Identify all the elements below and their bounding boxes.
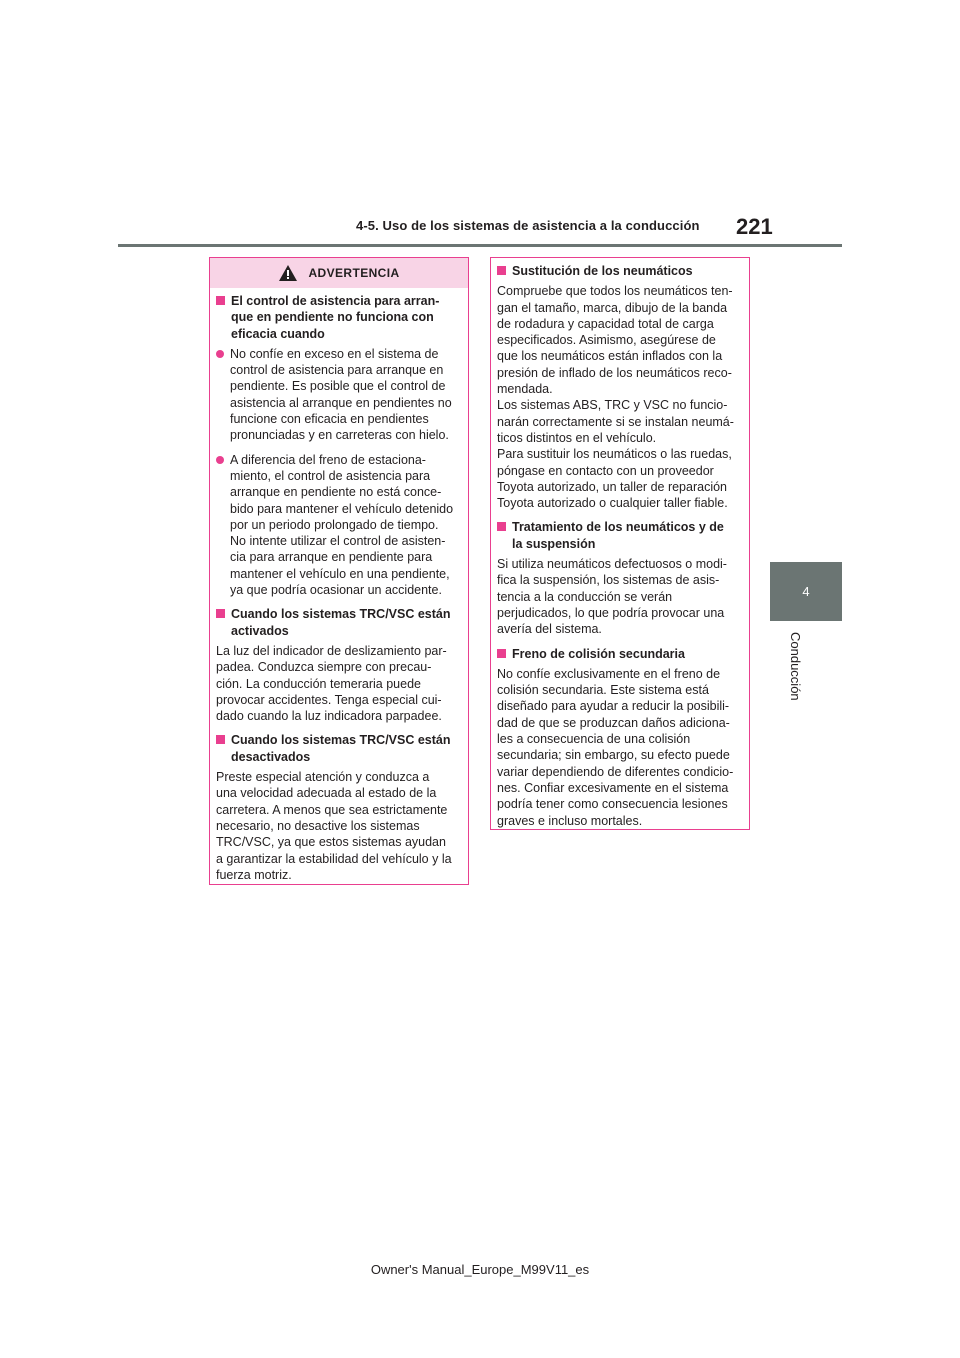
square-bullet-icon [497, 266, 506, 275]
header-divider [118, 244, 842, 247]
square-bullet-icon [216, 609, 225, 618]
square-bullet-icon [497, 522, 506, 531]
square-bullet-icon [497, 649, 506, 658]
list-item [216, 346, 458, 444]
bullet-text: No confíe en exceso en el sistema de control de asistencia para arranque en pendiente. Es posible que el control de asistencia al arranque en pendientes no funcione con eficacia en pendientes pronunciadas y en carreteras con hielo. [230, 346, 452, 443]
section-heading: Tratamiento de los neumáticos y de la suspensión [512, 520, 724, 551]
warning-section [216, 732, 458, 883]
square-bullet-icon [216, 296, 225, 305]
page-number: 221 [736, 214, 773, 239]
section-heading: Cuando los sistemas TRC/VSC están desactivados [231, 733, 451, 764]
warning-section [497, 519, 739, 637]
warning-section [497, 263, 739, 511]
section-title: 4-5. Uso de los sistemas de asistencia a la conducción [356, 218, 700, 233]
chapter-number: 4 [802, 584, 810, 599]
warning-box-left [209, 257, 469, 885]
section-text: La luz del indicador de deslizamiento par- padea. Conduzca siempre con precau- ción. La conducción temeraria puede provocar accidentes. Tenga especial cui- dado cuando la luz indicadora parpadee. [216, 643, 447, 724]
warning-title: ADVERTENCIA [308, 265, 400, 280]
chapter-tab[interactable] [770, 562, 842, 621]
section-text: No confíe exclusivamente en el freno de colisión secundaria. Este sistema está diseñado para ayudar a reducir la posibili- dad de que se produzcan daños adiciona- les a consecuencia de una colisión secundaria; sin embargo, su efecto puede variar dependiendo de diferentes condicio- nes. Confiar excesivamente en el sistema podría tener como consecuencia lesiones graves e incluso mortales. [497, 666, 734, 828]
warning-section [497, 646, 739, 829]
square-bullet-icon [216, 735, 225, 744]
section-heading: El control de asistencia para arran- que en pendiente no funciona con eficacia cuando [231, 294, 440, 341]
section-text: Si utiliza neumáticos defectuosos o modi- fica la suspensión, los sistemas de asis- tencia a la conducción se verán perjudicados, lo que podría provocar una avería del sistema. [497, 557, 727, 637]
circle-bullet-icon [216, 456, 224, 464]
bullet-text: A diferencia del freno de estaciona- miento, el control de asistencia para arranque en pendiente no está conce- bido para mantener el vehículo detenido por un periodo prolongado de tiempo. No intente utilizar el control de asisten- cia para arranque en pendiente para mantener el vehículo en una pendiente, ya que podría ocasionar un accidente. [230, 452, 454, 598]
chapter-label: Conducción [788, 632, 803, 701]
warning-box-right [490, 257, 750, 830]
warning-triangle-icon [278, 264, 298, 282]
warning-section [216, 606, 458, 724]
section-text: Compruebe que todos los neumáticos ten- gan el tamaño, marca, dibujo de la banda de rodadura y capacidad total de carga especificados. Asimismo, asegúrese de que los neumáticos están inflados con la presión de inflado de los neumáticos reco- mendada. Los sistemas ABS, TRC y VSC no funcio- narán correctamente si se instalan neumá- ticos distintos en el vehículo. Para sustituir los neumáticos o las ruedas, póngase en contacto con un proveedor Toyota autorizado, un taller de reparación Toyota autorizado o cualquier taller fiable. [497, 284, 734, 511]
section-text: Preste especial atención y conduzca a una velocidad adecuada al estado de la carretera. A menos que sea estrictamente necesario, no desactive los sistemas TRC/VSC, ya que estos sistemas ayudan a garantizar la estabilidad del vehículo y la fuerza motriz. [216, 770, 452, 882]
list-item [216, 452, 458, 599]
section-heading: Freno de colisión secundaria [512, 646, 685, 661]
section-heading: Cuando los sistemas TRC/VSC están activados [231, 607, 451, 638]
footer-document-id: Owner's Manual_Europe_M99V11_es [370, 1262, 590, 1277]
section-heading: Sustitución de los neumáticos [512, 264, 693, 278]
circle-bullet-icon [216, 350, 224, 358]
warning-header [210, 258, 468, 288]
warning-section [216, 293, 458, 598]
